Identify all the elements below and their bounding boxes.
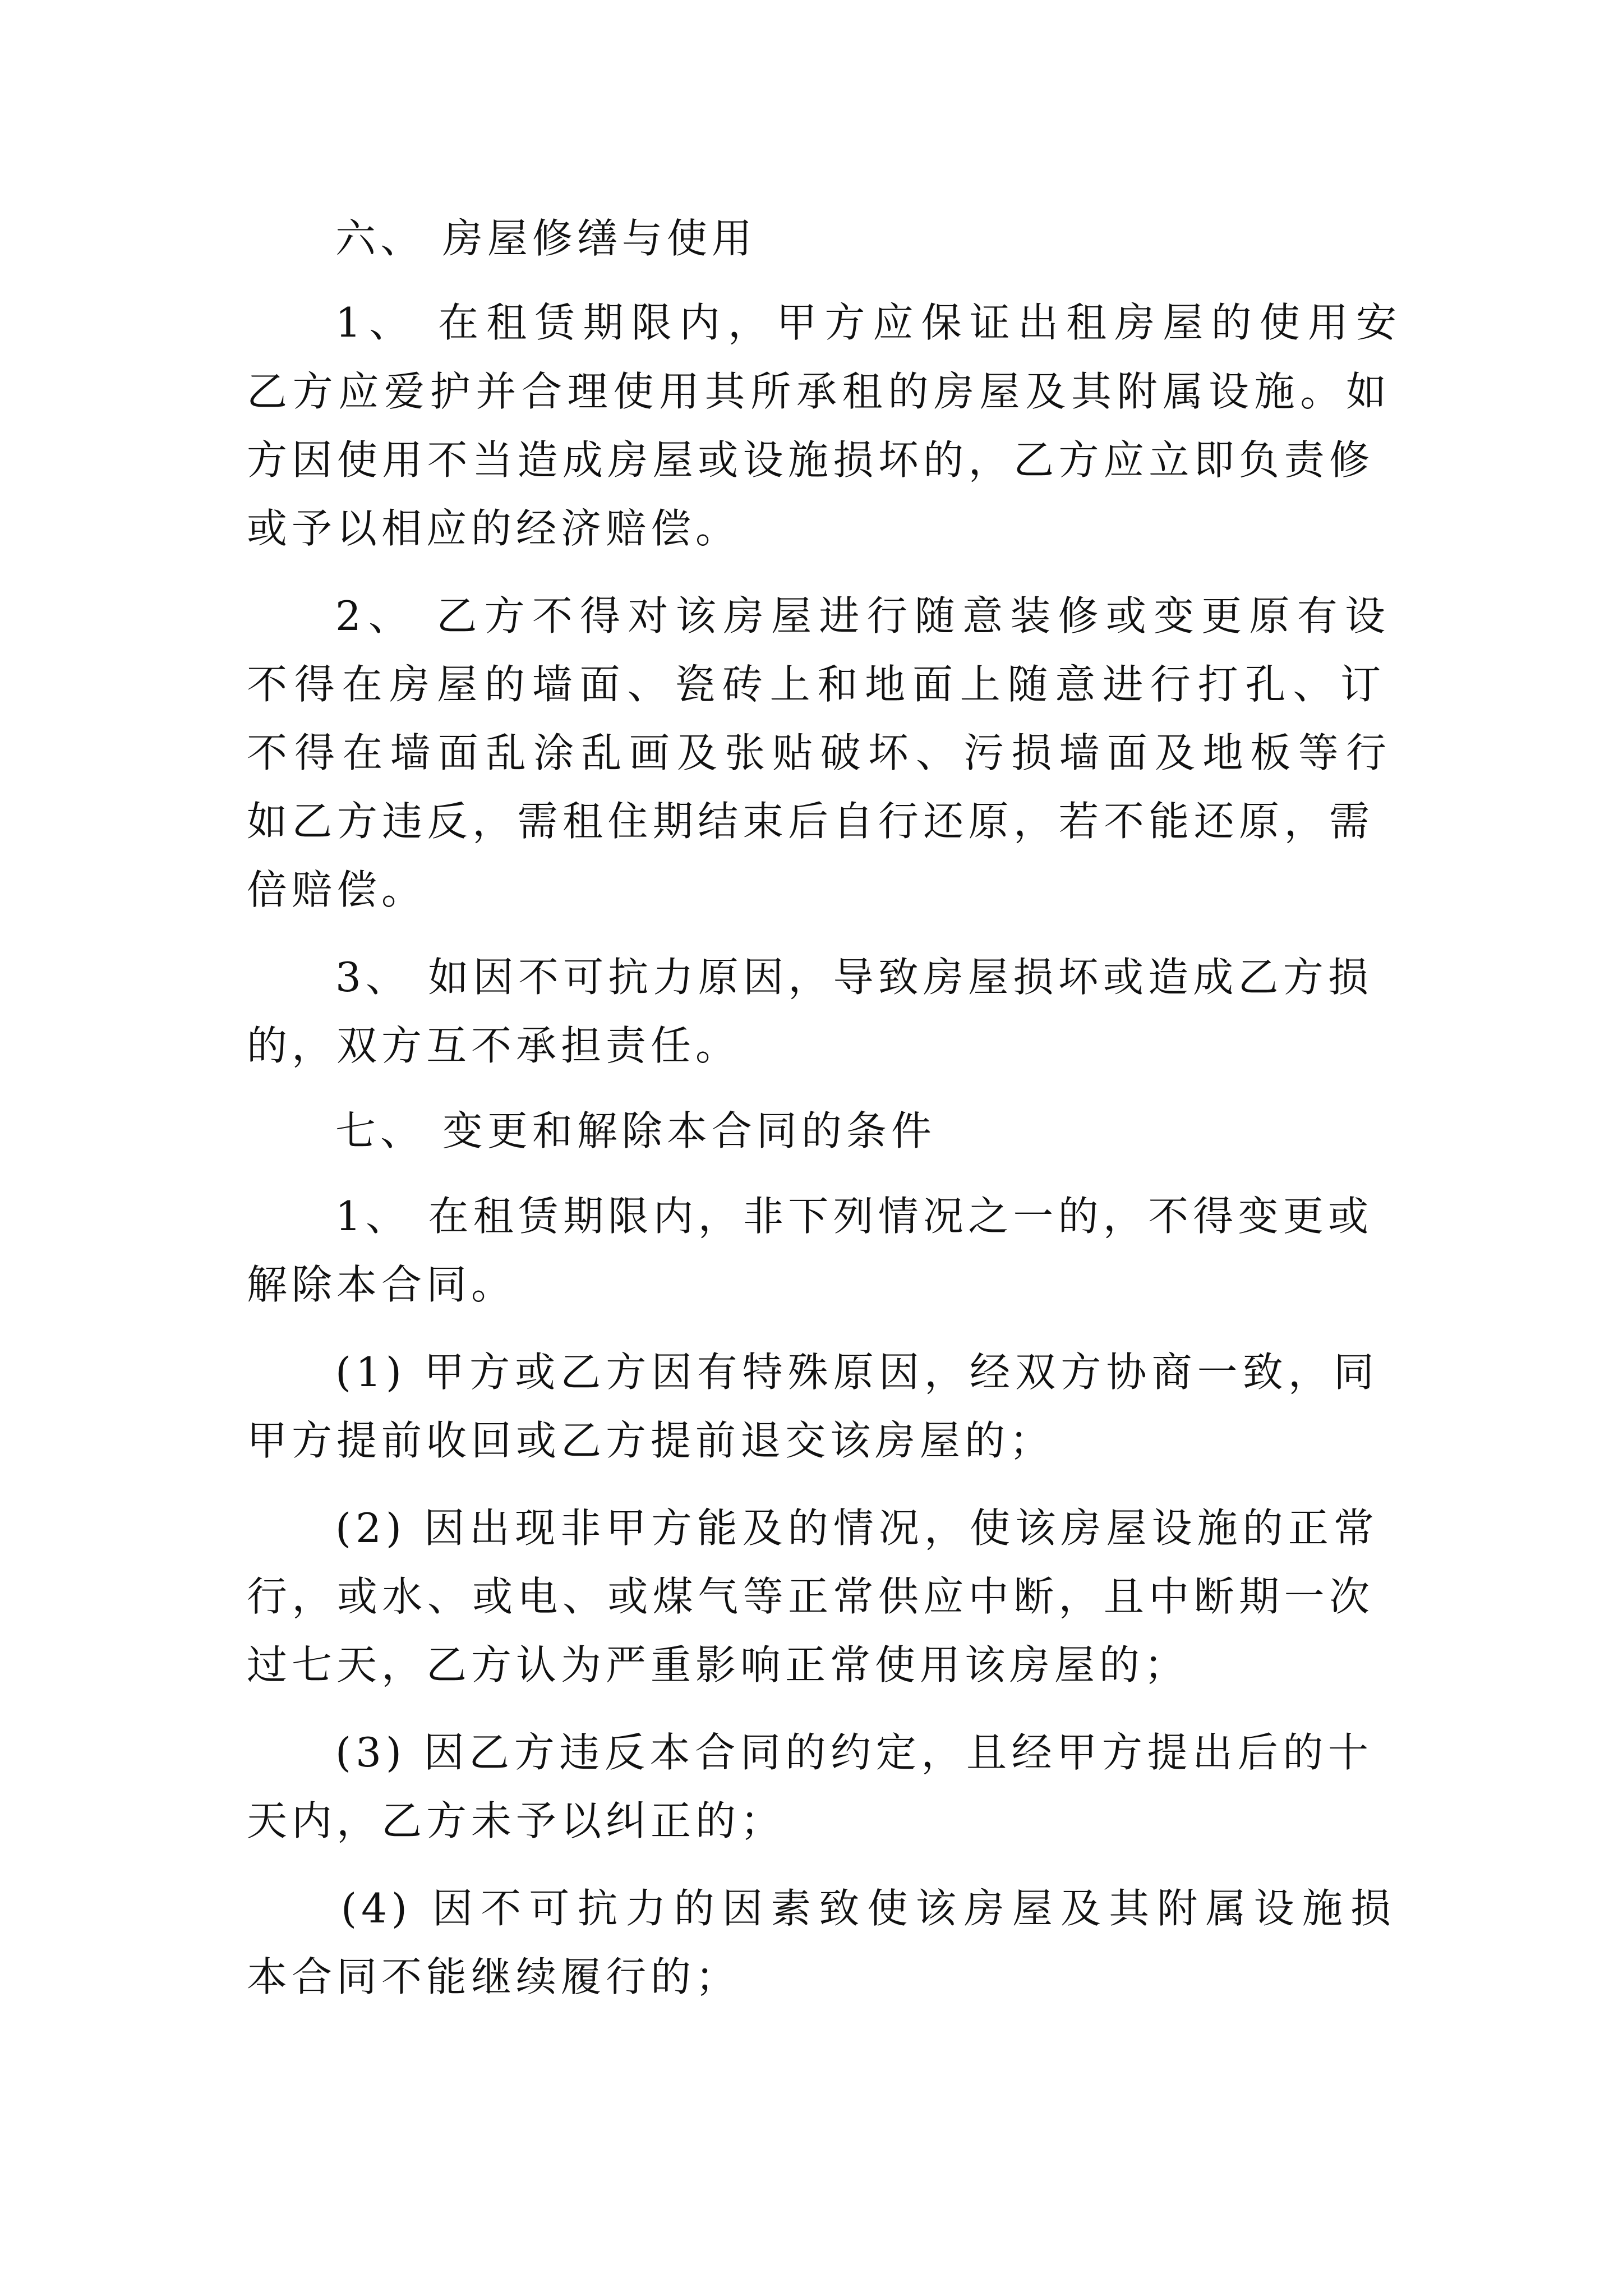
- paragraph-line: 方因使用不当造成房屋或设施损坏的，乙方应立即负责修: [247, 436, 1374, 484]
- paragraph-line: 甲方提前收回或乙方提前退交该房屋的；: [247, 1417, 1055, 1464]
- paragraph-line: 本合同不能继续履行的；: [247, 1953, 741, 2000]
- section-heading-7: 七、 变更和解除本合同的条件: [335, 1107, 936, 1154]
- paragraph-line: 的，双方互不承担责任。: [247, 1022, 741, 1069]
- paragraph-line: (3) 因乙方违反本合同的约定，且经甲方提出后的十: [335, 1729, 1373, 1776]
- paragraph-line: 乙方应爱护并合理使用其所承租的房屋及其附属设施。如: [247, 368, 1391, 415]
- paragraph-line: 不得在房屋的墙面、瓷砖上和地面上随意进行打孔、订: [247, 661, 1385, 708]
- paragraph-line: 1、 在租赁期限内，甲方应保证出租房屋的使用安: [335, 299, 1401, 346]
- paragraph-line: 解除本合同。: [247, 1261, 517, 1308]
- paragraph-line: 2、 乙方不得对该房屋进行随意装修或变更原有设: [335, 592, 1390, 639]
- paragraph-line: 3、 如因不可抗力原因，导致房屋损坏或造成乙方损: [335, 954, 1373, 1001]
- paragraph-line: 倍赔偿。: [247, 866, 427, 913]
- paragraph-line: 不得在墙面乱涂乱画及张贴破坏、污损墙面及地板等行: [247, 729, 1391, 776]
- paragraph-line: 如乙方违反，需租住期结束后自行还原，若不能还原，需: [247, 798, 1374, 845]
- paragraph-line: (2) 因出现非甲方能及的情况，使该房屋设施的正常: [335, 1504, 1378, 1552]
- section-heading-6: 六、 房屋修缮与使用: [335, 215, 757, 262]
- paragraph-line: 或予以相应的经济赔偿。: [247, 505, 741, 552]
- paragraph-line: 过七天，乙方认为严重影响正常使用该房屋的；: [247, 1641, 1189, 1688]
- paragraph-line: 天内，乙方未予以纠正的；: [247, 1797, 786, 1844]
- paragraph-line: 行，或水、或电、或煤气等正常供应中断，且中断期一次: [247, 1573, 1374, 1620]
- paragraph-line: 1、 在租赁期限内，非下列情况之一的，不得变更或: [335, 1193, 1373, 1240]
- paragraph-line: (4) 因不可抗力的因素致使该房屋及其附属设施损: [341, 1885, 1395, 1932]
- paragraph-line: (1) 甲方或乙方因有特殊原因，经双方协商一致，同: [335, 1349, 1378, 1396]
